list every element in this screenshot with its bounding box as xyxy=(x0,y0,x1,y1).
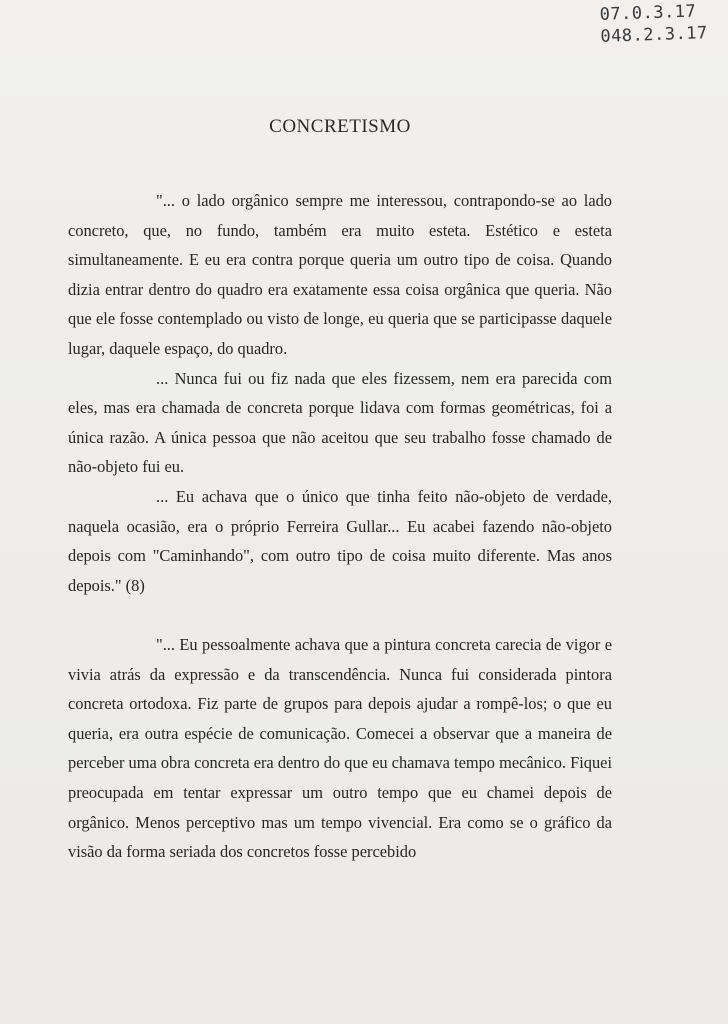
quote-block-1 xyxy=(68,186,612,600)
annotation-line-2: 048.2.3.17 xyxy=(600,23,709,47)
quote-block-2 xyxy=(68,630,612,867)
quote-1-paragraph-1: "... o lado orgânico sempre me interessou, contrapondo-se ao lado concreto, que, no fundo, também era muito esteta. Estético e esteta simultaneamente. E eu era contra porque queria um outro tipo de coisa. Quando dizia entrar dentro do quadro era exatamente essa coisa orgânica que queria. Não que ele fosse contemplado ou visto de longe, eu queria que se participasse daquele lugar, daquele espaço, do quadro. xyxy=(68,191,612,358)
handwritten-annotation xyxy=(599,0,710,48)
page-title: CONCRETISMO xyxy=(269,116,411,137)
quote-1-paragraph-3: ... Eu achava que o único que tinha feito não-objeto de verdade, naquela ocasião, era o próprio Ferreira Gullar... Eu acabei fazendo não-objeto depois com "Caminhando", com outro tipo de coisa muito diferente. Mas anos depois." (8) xyxy=(68,486,612,595)
quote-2-paragraph-1: "... Eu pessoalmente achava que a pintura concreta carecia de vigor e vivia atrás da expressão e da transcendência. Nunca fui considerada pintora concreta ortodoxa. Fiz parte de grupos para depois ajudar a rompê-los; o que eu queria, era outra espécie de comunicação. Comecei a observar que a maneira de perceber uma obra concreta era dentro do que eu chamava tempo mecânico. Fiquei preocupada em tentar expressar um outro tempo que eu chamei depois de orgânico. Menos perceptivo mas um tempo vivencial. Era como se o gráfico da visão da forma seriada dos concretos fosse percebido xyxy=(68,635,612,862)
quote-1-paragraph-2: ... Nunca fui ou fiz nada que eles fizessem, nem era parecida com eles, mas era chamada de concreta porque lidava com formas geométricas, foi a única razão. A única pessoa que não aceitou que seu trabalho fosse chamado de não-objeto fui eu. xyxy=(68,368,612,477)
annotation-line-1: 07.0.3.17 xyxy=(599,1,697,25)
